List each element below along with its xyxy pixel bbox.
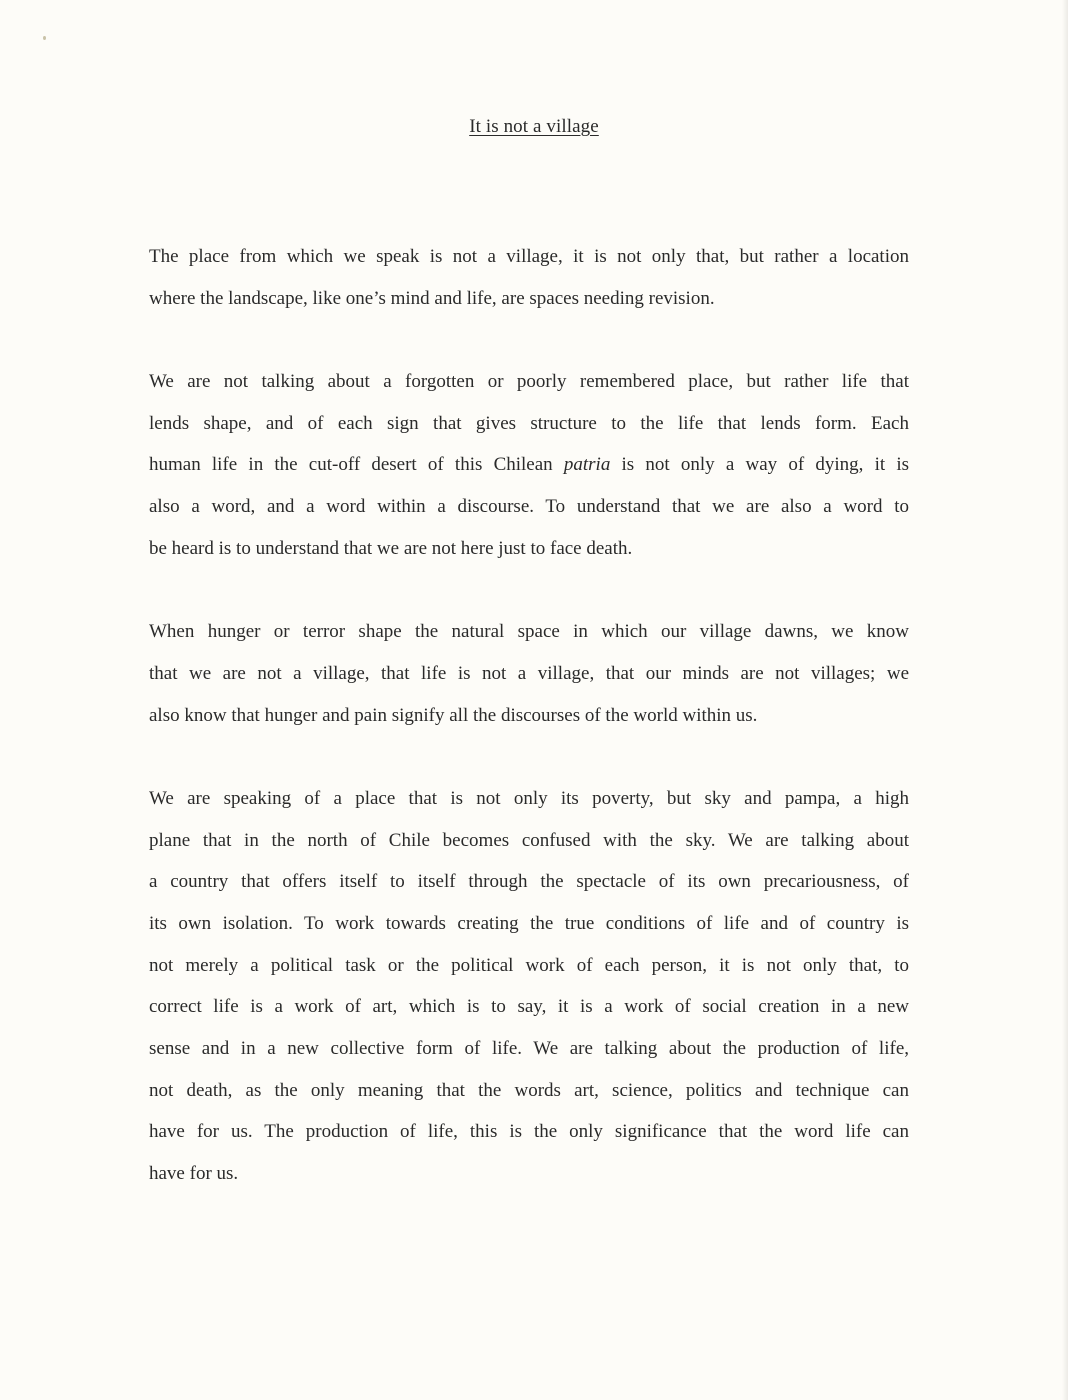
text-line: its own isolation. To work towards creating the true conditions of life and of country is xyxy=(149,913,909,934)
text-line: where the landscape, like one’s mind and life, are spaces needing revision. xyxy=(149,287,715,309)
text-line: lends shape, and of each sign that gives structure to the life that lends form. Each xyxy=(149,412,909,434)
paragraph-gap xyxy=(149,570,909,612)
text-line: not death, as the only meaning that the words art, science, politics and technique can xyxy=(149,1079,909,1101)
paper-speck xyxy=(43,36,46,40)
text-line: have for us. xyxy=(149,1163,239,1185)
text-line: not merely a political task or the political work of each person, it is not only that, to xyxy=(149,954,909,976)
text-line: also know that hunger and pain signify all the discourses of the world within us. xyxy=(149,704,758,726)
text-line: a country that offers itself to itself through the spectacle of its own precariousness, of xyxy=(149,871,909,893)
paragraph-1 xyxy=(149,236,909,319)
text-line: also a word, and a word within a discourse. To understand that we are also a word to xyxy=(149,496,909,518)
document-title: It is not a village xyxy=(469,116,599,137)
text-line: correct life is a work of art, which is to say, it is a work of social creation in a new xyxy=(149,996,909,1018)
text-segment: is not only a way of dying, it is xyxy=(610,454,909,476)
text-line: that we are not a village, that life is not a village, that our minds are not villages; we xyxy=(149,662,909,684)
text-line: When hunger or terror shape the natural space in which our village dawns, we know xyxy=(149,621,909,643)
text-line: sense and in a new collective form of life. We are talking about the production of life, xyxy=(149,1038,909,1060)
paragraph-2 xyxy=(149,361,909,569)
paragraph-gap xyxy=(149,319,909,361)
text-line: plane that in the north of Chile becomes confused with the sky. We are talking about xyxy=(149,829,909,851)
paragraph-4 xyxy=(149,778,909,1195)
paragraph-3 xyxy=(149,611,909,736)
italic-word: patria xyxy=(563,454,611,476)
text-segment: human life in the cut-off desert of this Chilean xyxy=(149,454,564,476)
text-line: be heard is to understand that we are not here just to face death. xyxy=(149,537,633,559)
text-line: We are not talking about a forgotten or poorly remembered place, but rather life that xyxy=(149,371,909,393)
paragraph-gap xyxy=(149,736,909,778)
text-line: We are speaking of a place that is not only its poverty, but sky and pampa, a high xyxy=(149,787,909,809)
text-line: The place from which we speak is not a village, it is not only that, but rather a location xyxy=(149,246,909,267)
document-body xyxy=(149,236,909,1195)
text-line: have for us. The production of life, this is the only significance that the word life can xyxy=(149,1121,909,1143)
text-line-with-italic xyxy=(149,444,909,486)
